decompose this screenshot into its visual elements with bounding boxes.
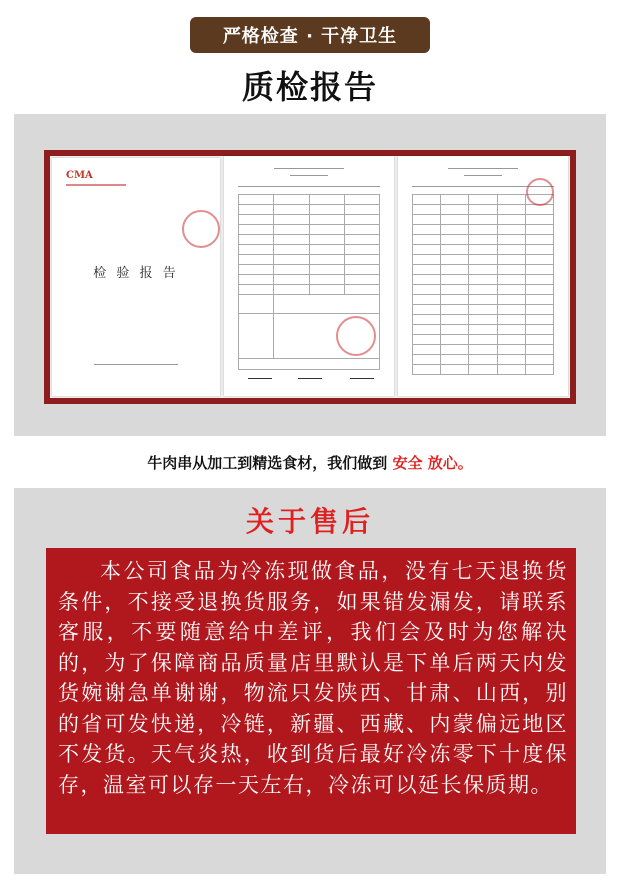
doc-header-line [274,168,344,169]
doc-subheader-line [464,175,502,176]
cma-logo-underline [66,184,126,186]
seal-stamp-icon [336,316,376,356]
report-cover-title: 检 验 报 告 [93,266,179,281]
slogan-text: 牛肉串从加工到精选食材，我们做到 [147,454,388,472]
seal-stamp-icon [526,178,554,206]
report-results-table [412,194,554,375]
seal-stamp-icon [182,210,220,248]
cma-logo: CMA [66,170,93,181]
signature-line [298,378,322,379]
doc-header-line [448,168,518,169]
page-title: 质检报告 [241,68,378,106]
doc-subheader-line [290,175,328,176]
after-sale-text: 本公司食品为冷冻现做食品，没有七天退换货条件，不接受退换货服务，如果错发漏发，请联系客服，不要随意给中差评，我们会及时为您解决的，为了保障商品质量店里默认是下单后两天内发货婉谢急单谢谢，物流只发陕西、甘肃、山西，别的省可发快递，冷链，新疆、西藏、内蒙偏远地区不发货。天气炎热，收到货后最好冷冻零下十度保存，温室可以存一天左右，冷冻可以延长保质期。 [58,559,568,797]
after-sale-title: 关于售后 [245,505,374,538]
report-cover-page [52,158,220,396]
header-badge: 严格检查 · 干净卫生 [190,17,430,53]
slogan-highlight: 安全 放心。 [392,454,473,472]
slogan [0,452,620,473]
report-detail-page [224,156,394,396]
signature-line [350,378,374,379]
report-results-page [398,156,568,396]
cover-footer-line [94,364,178,365]
doc-meta-line [238,186,380,187]
signature-line [248,378,272,379]
